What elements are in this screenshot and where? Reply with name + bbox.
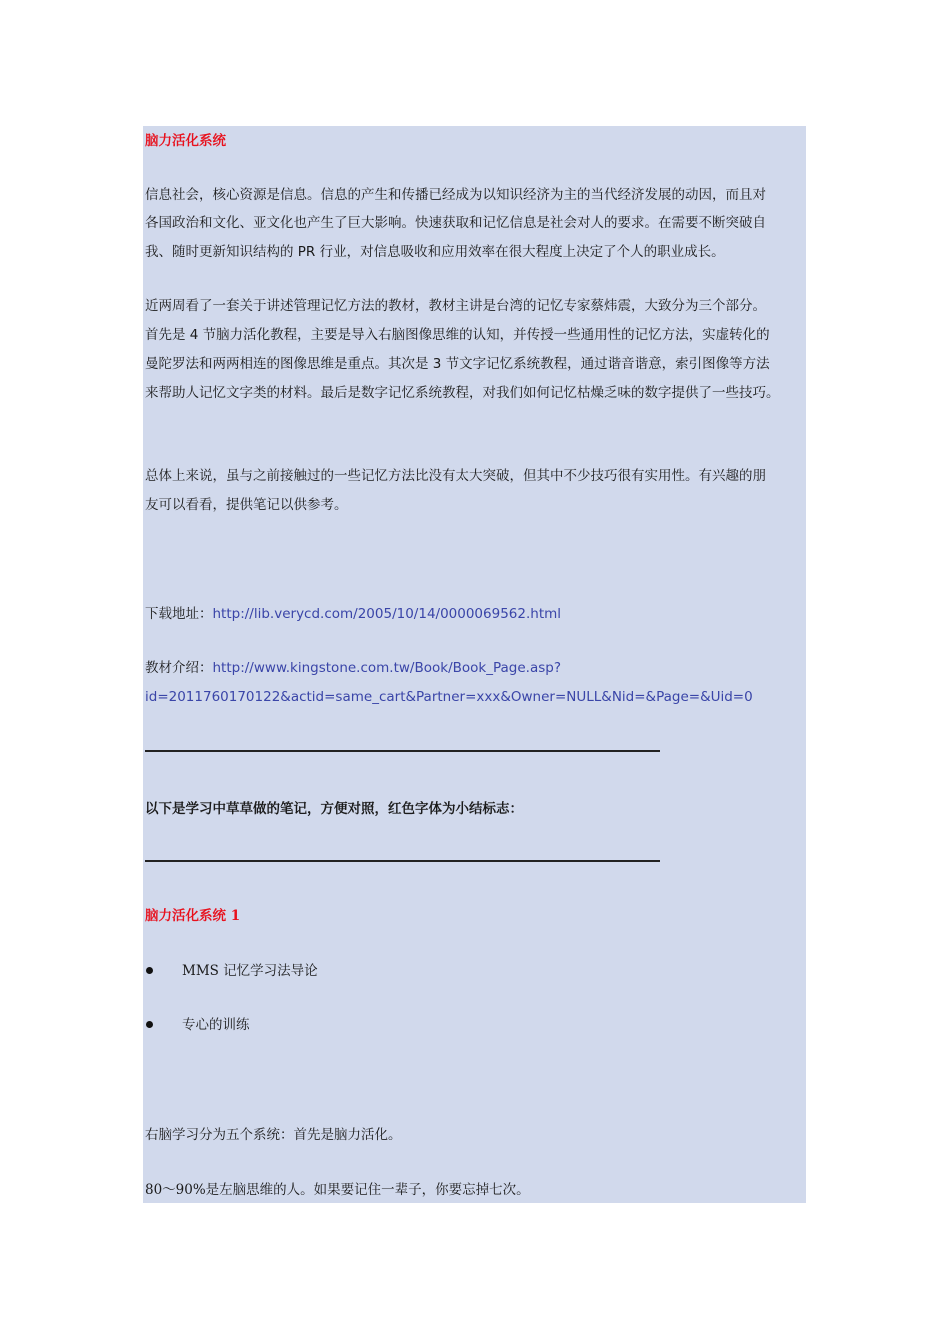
section-title: 脑力活化系统 bbox=[145, 133, 226, 149]
intro-line-2: 各国政治和文化、亚文化也产生了巨大影响。快速获取和记忆信息是社会对人的要求。在需要不断突破自 bbox=[145, 215, 766, 231]
bullet-item-1: MMS 记忆学习法导论 bbox=[182, 963, 318, 979]
course-line-3: 曼陀罗法和两两相连的图像思维是重点。其次是 3 节文字记忆系统教程，通过谐音谐意，索引图像等方法 bbox=[145, 356, 770, 372]
bullet-item-2: 专心的训练 bbox=[182, 1017, 250, 1033]
download-line bbox=[145, 606, 561, 622]
body-line-1: 右脑学习分为五个系统：首先是脑力活化。 bbox=[145, 1127, 402, 1143]
intro-line-3: 我、随时更新知识结构的 PR 行业，对信息吸收和应用效率在很大程度上决定了个人的职业成长。 bbox=[145, 244, 725, 260]
course-line-4: 来帮助人记忆文字类的材料。最后是数字记忆系统教程，对我们如何记忆枯燥乏味的数字提供了一些技巧。 bbox=[145, 385, 780, 401]
summary-line-1: 总体上来说，虽与之前接触过的一些记忆方法比没有太大突破，但其中不少技巧很有实用性。有兴趣的朋 bbox=[145, 468, 766, 484]
course-line-1: 近两周看了一套关于讲述管理记忆方法的教材，教材主讲是台湾的记忆专家蔡炜震，大致分为三个部分。 bbox=[145, 298, 766, 314]
separator-top bbox=[145, 750, 660, 752]
intro-line-1: 信息社会，核心资源是信息。信息的产生和传播已经成为以知识经济为主的当代经济发展的动因，而且对 bbox=[145, 187, 766, 203]
download-label: 下载地址： bbox=[145, 606, 213, 622]
subsection-title: 脑力活化系统 1 bbox=[145, 908, 241, 924]
bullet-icon bbox=[146, 1021, 153, 1028]
course-line-2: 首先是 4 节脑力活化教程，主要是导入右脑图像思维的认知，并传授一些通用性的记忆方法，实虚转化的 bbox=[145, 327, 770, 343]
download-link[interactable]: http://lib.verycd.com/2005/10/14/0000069562.html bbox=[212, 606, 562, 622]
summary-line-2: 友可以看看，提供笔记以供参考。 bbox=[145, 497, 348, 513]
body-line-2: 80～90%是左脑思维的人。如果要记住一辈子，你要忘掉七次。 bbox=[145, 1182, 530, 1198]
textbook-link-continued[interactable]: id=2011760170122&actid=same_cart&Partner=xxx&Owner=NULL&Nid=&Page=&Uid=0 bbox=[145, 689, 753, 705]
notes-heading: 以下是学习中草草做的笔记，方便对照，红色字体为小结标志： bbox=[145, 801, 523, 817]
textbook-label: 教材介绍： bbox=[145, 660, 213, 676]
bullet-icon bbox=[146, 967, 153, 974]
textbook-line-1 bbox=[145, 660, 561, 676]
separator-bottom bbox=[145, 860, 660, 862]
textbook-link[interactable]: http://www.kingstone.com.tw/Book/Book_Page.asp? bbox=[212, 660, 561, 676]
